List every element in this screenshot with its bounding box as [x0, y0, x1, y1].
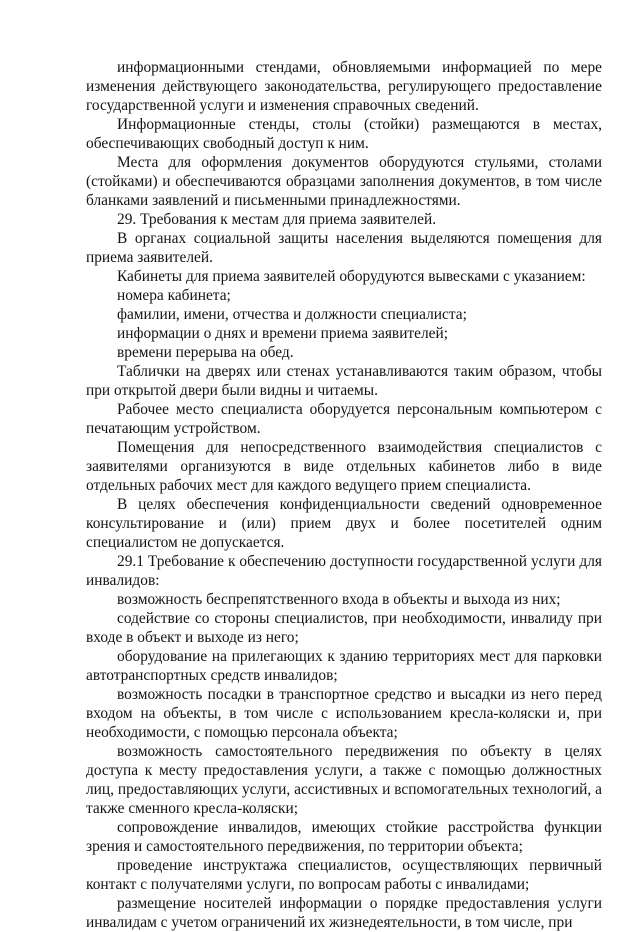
list-item: номера кабинета; [117, 287, 231, 304]
paragraph: Места для оформления документов оборудуются стульями, столами (стойками) и обеспечиваются образцами заполнения документов, в том числе бланками заявлений и письменными принадлежностями. [86, 154, 602, 209]
paragraph: Помещения для непосредственного взаимодействия специалистов с заявителями организуются в виде отдельных кабинетов либо в виде отдельных рабочих мест для каждого ведущего прием специалиста. [86, 439, 602, 494]
list-item: сопровождение инвалидов, имеющих стойкие расстройства функции зрения и самостоятельного передвижения, по территории объекта; [86, 819, 602, 855]
list-item: информации о днях и времени приема заявителей; [117, 325, 449, 342]
section-heading: 29.1 Требование к обеспечению доступности государственной услуги для инвалидов: [86, 553, 602, 589]
list-item: возможность самостоятельного передвижения по объекту в целях доступа к месту предоставления услуги, а также с помощью должностных лиц, предоставляющих услуги, ассистивных и вспомогательных технологий, а также сменного кресла-коляски; [86, 743, 602, 817]
list-item: времени перерыва на обед. [117, 344, 294, 361]
section-heading: 29. Требования к местам для приема заявителей. [117, 211, 437, 228]
list-item: проведение инструктажа специалистов, осуществляющих первичный контакт с получателями услуги, по вопросам работы с инвалидами; [86, 857, 602, 893]
list-item: возможность посадки в транспортное средство и высадки из него перед входом на объекты, в том числе с использованием кресла-коляски и, при необходимости, с помощью персонала объекта; [86, 686, 602, 741]
list-item: фамилии, имени, отчества и должности специалиста; [117, 306, 467, 323]
paragraph: Информационные стенды, столы (стойки) размещаются в местах, обеспечивающих свободный доступ к ним. [86, 116, 602, 152]
list-item: возможность беспрепятственного входа в объекты и выхода из них; [117, 591, 561, 608]
document-body [86, 58, 602, 932]
list-item: оборудование на прилегающих к зданию территориях мест для парковки автотранспортных средств инвалидов; [86, 648, 602, 684]
paragraph: Таблички на дверях или стенах устанавливаются таким образом, чтобы при открытой двери были видны и читаемы. [86, 363, 602, 399]
paragraph: информационными стендами, обновляемыми информацией по мере изменения действующего законодательства, регулирующего предоставление государственной услуги и изменения справочных сведений. [86, 59, 602, 114]
list-item: содействие со стороны специалистов, при необходимости, инвалиду при входе в объект и выходе из него; [86, 610, 602, 646]
paragraph: В целях обеспечения конфиденциальности сведений одновременное консультирование и (или) прием двух и более посетителей одним специалистом не допускается. [86, 496, 602, 551]
paragraph: Кабинеты для приема заявителей оборудуются вывесками с указанием: [117, 268, 586, 285]
paragraph: Рабочее место специалиста оборудуется персональным компьютером с печатающим устройством. [86, 401, 602, 437]
list-item: размещение носителей информации о порядке предоставления услуги инвалидам с учетом ограничений их жизнедеятельности, в том числе, при [86, 895, 602, 931]
paragraph: В органах социальной защиты населения выделяются помещения для приема заявителей. [86, 230, 602, 266]
